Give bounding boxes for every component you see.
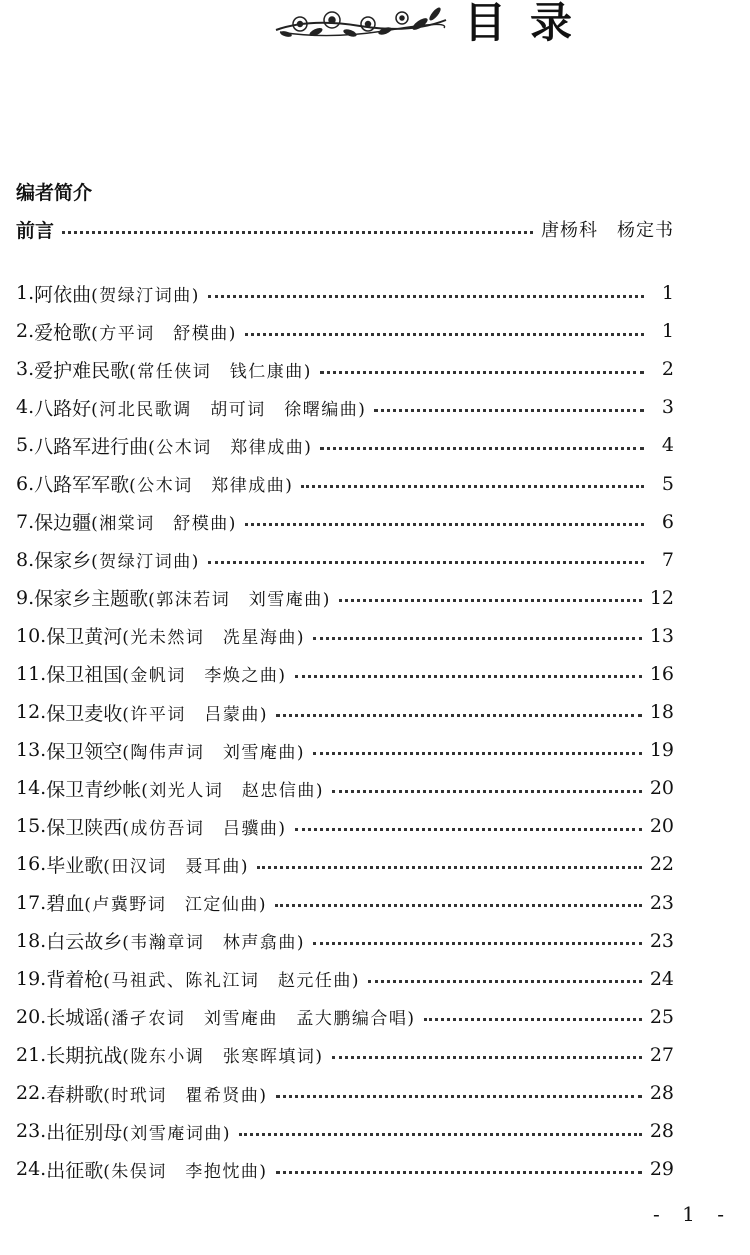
toc-entry xyxy=(16,1112,674,1150)
entry-page: 1 xyxy=(661,320,674,343)
entry-credit: (陶伟声词 刘雪庵曲) xyxy=(122,742,305,763)
dot-leader xyxy=(208,295,644,298)
entry-title: 保卫祖国 xyxy=(46,664,123,687)
toc-entry xyxy=(16,845,674,883)
entry-title: 保家乡 xyxy=(34,550,92,573)
entry-credit: (光未然词 冼星海曲) xyxy=(122,628,305,649)
entry-number: 4. xyxy=(16,396,35,419)
entry-number: 22. xyxy=(16,1082,47,1105)
entry-page: 27 xyxy=(649,1043,674,1066)
entry-number: 2. xyxy=(16,320,35,343)
dot-leader xyxy=(295,675,642,678)
entry-credit: (方平词 舒模曲) xyxy=(91,323,237,344)
toc-entry xyxy=(16,807,674,845)
entry-page: 1 xyxy=(661,282,674,305)
toc-entry xyxy=(16,693,674,731)
entry-title: 长期抗战 xyxy=(46,1045,123,1068)
entry-credit: (金帆词 李焕之曲) xyxy=(122,666,287,687)
entry-number: 9. xyxy=(16,586,35,609)
entry-number: 11. xyxy=(16,662,47,685)
entry-number: 17. xyxy=(16,891,47,914)
dot-leader xyxy=(62,231,533,234)
dot-leader xyxy=(332,790,642,793)
entry-credit: (田汉词 聂耳曲) xyxy=(103,856,249,877)
entry-credit: (河北民歌调 胡可词 徐曙编曲) xyxy=(91,399,367,420)
entry-number: 10. xyxy=(16,624,47,647)
dot-leader xyxy=(313,752,642,755)
toc-entry xyxy=(16,350,674,388)
entry-title: 碧血 xyxy=(46,893,85,916)
entry-number: 6. xyxy=(16,472,35,495)
toc-entry xyxy=(16,274,674,312)
toc-entry xyxy=(16,579,674,617)
entry-title: 爱护难民歌 xyxy=(34,359,130,382)
entry-title: 保边疆 xyxy=(34,512,92,535)
entry-title: 保卫黄河 xyxy=(46,626,123,649)
entry-number: 18. xyxy=(16,929,47,952)
entry-page: 22 xyxy=(649,853,674,876)
table-of-contents xyxy=(16,274,674,1188)
entry-number: 1. xyxy=(16,282,35,305)
dot-leader xyxy=(374,409,644,412)
entry-title: 八路军军歌 xyxy=(34,474,130,497)
entry-credit: (公木词 郑律成曲) xyxy=(129,476,294,497)
entry-title: 白云故乡 xyxy=(46,931,123,954)
entry-number: 23. xyxy=(16,1120,47,1143)
entry-title: 长城谣 xyxy=(46,1007,104,1030)
entry-credit: (潘孑农词 刘雪庵曲 孟大鹏编合唱) xyxy=(103,1009,416,1030)
dot-leader xyxy=(339,599,642,602)
entry-credit: (时玳词 瞿希贤曲) xyxy=(103,1085,268,1106)
entry-credit: (朱俣词 李抱忱曲) xyxy=(103,1161,268,1182)
dot-leader xyxy=(276,1095,642,1098)
entry-title: 保卫陕西 xyxy=(46,816,123,839)
entry-credit: (韦瀚章词 林声翕曲) xyxy=(122,933,305,954)
entry-title: 出征别母 xyxy=(46,1121,123,1144)
toc-entry xyxy=(16,884,674,922)
entry-title: 春耕歌 xyxy=(46,1083,104,1106)
dot-leader xyxy=(245,523,644,526)
entry-page: 6 xyxy=(661,510,674,533)
preface-authors: 唐杨科 杨定书 xyxy=(541,220,674,241)
dot-leader xyxy=(245,333,644,336)
entry-page: 28 xyxy=(649,1120,674,1143)
dot-leader xyxy=(320,371,644,374)
toc-entry xyxy=(16,464,674,502)
entry-number: 3. xyxy=(16,358,35,381)
entry-page: 13 xyxy=(649,624,674,647)
toc-entry xyxy=(16,731,674,769)
toc-entry xyxy=(16,1036,674,1074)
dot-leader xyxy=(208,561,644,564)
entry-number: 15. xyxy=(16,815,47,838)
toc-entry xyxy=(16,312,674,350)
entry-number: 16. xyxy=(16,853,47,876)
dot-leader xyxy=(276,714,642,717)
entry-title: 保家乡主题歌 xyxy=(34,588,149,611)
entry-page: 16 xyxy=(649,662,674,685)
toc-entry xyxy=(16,617,674,655)
entry-title: 背着枪 xyxy=(46,969,104,992)
toc-entry xyxy=(16,1074,674,1112)
toc-entry xyxy=(16,1150,674,1188)
entry-page: 5 xyxy=(661,472,674,495)
dot-leader xyxy=(275,904,642,907)
toc-entry xyxy=(16,541,674,579)
entry-number: 19. xyxy=(16,967,47,990)
entry-number: 14. xyxy=(16,777,47,800)
entry-page: 3 xyxy=(661,396,674,419)
entry-page: 20 xyxy=(649,815,674,838)
preface-row xyxy=(16,214,674,244)
page-number: - 1 - xyxy=(653,1202,732,1226)
entry-title: 阿依曲 xyxy=(34,283,92,306)
entry-number: 5. xyxy=(16,434,35,457)
entry-page: 25 xyxy=(649,1005,674,1028)
entry-credit: (公木词 郑律成曲) xyxy=(148,437,313,458)
preface-label: 前言 xyxy=(16,219,55,242)
dot-leader xyxy=(257,866,642,869)
toc-entry xyxy=(16,769,674,807)
entry-credit: (马祖武、陈礼江词 赵元任曲) xyxy=(103,971,360,992)
toc-entry xyxy=(16,503,674,541)
toc-entry xyxy=(16,388,674,426)
entry-page: 18 xyxy=(649,701,674,724)
dot-leader xyxy=(320,447,644,450)
entry-page: 4 xyxy=(661,434,674,457)
page-header xyxy=(270,0,600,48)
dot-leader xyxy=(424,1018,642,1021)
entry-title: 保卫麦收 xyxy=(46,702,123,725)
entry-page: 23 xyxy=(649,929,674,952)
toc-entry xyxy=(16,655,674,693)
entry-credit: (贺绿汀词曲) xyxy=(91,285,200,306)
entry-page: 29 xyxy=(649,1158,674,1181)
entry-credit: (许平词 吕蒙曲) xyxy=(122,704,268,725)
floral-ornament-icon xyxy=(270,0,450,48)
entry-number: 13. xyxy=(16,739,47,762)
entry-number: 8. xyxy=(16,548,35,571)
entry-number: 24. xyxy=(16,1158,47,1181)
entry-title: 出征歌 xyxy=(46,1159,104,1182)
toc-entry xyxy=(16,960,674,998)
entry-credit: (刘光人词 赵忠信曲) xyxy=(141,780,324,801)
entry-credit: (陇东小调 张寒晖填词) xyxy=(122,1047,324,1068)
entry-number: 20. xyxy=(16,1005,47,1028)
entry-number: 7. xyxy=(16,510,35,533)
entry-title: 爱枪歌 xyxy=(34,321,92,344)
entry-title: 保卫青纱帐 xyxy=(46,778,142,801)
entry-credit: (郭沫若词 刘雪庵曲) xyxy=(148,590,331,611)
page-title: 目录 xyxy=(460,0,596,48)
entry-credit: (常任侠词 钱仁康曲) xyxy=(129,361,312,382)
entry-title: 八路好 xyxy=(34,397,92,420)
entry-page: 2 xyxy=(661,358,674,381)
entry-title: 毕业歌 xyxy=(46,854,104,877)
entry-page: 28 xyxy=(649,1082,674,1105)
entry-title: 保卫领空 xyxy=(46,740,123,763)
dot-leader xyxy=(332,1056,642,1059)
dot-leader xyxy=(276,1171,642,1174)
dot-leader xyxy=(295,828,642,831)
entry-page: 20 xyxy=(649,777,674,800)
entry-number: 21. xyxy=(16,1043,47,1066)
entry-page: 24 xyxy=(649,967,674,990)
toc-entry xyxy=(16,922,674,960)
editor-intro-label: 编者简介 xyxy=(16,182,93,204)
entry-credit: (成仿吾词 吕骥曲) xyxy=(122,818,287,839)
entry-credit: (贺绿汀词曲) xyxy=(91,552,200,573)
entry-title: 八路军进行曲 xyxy=(34,435,149,458)
entry-credit: (湘棠词 舒模曲) xyxy=(91,514,237,535)
toc-entry xyxy=(16,426,674,464)
entry-number: 12. xyxy=(16,701,47,724)
dot-leader xyxy=(301,485,644,488)
dot-leader xyxy=(368,980,642,983)
dot-leader xyxy=(239,1133,642,1136)
entry-page: 7 xyxy=(661,548,674,571)
entry-credit: (刘雪庵词曲) xyxy=(122,1123,231,1144)
entry-credit: (卢冀野词 江定仙曲) xyxy=(84,895,267,916)
entry-page: 19 xyxy=(649,739,674,762)
entry-page: 12 xyxy=(649,586,674,609)
entry-page: 23 xyxy=(649,891,674,914)
toc-entry xyxy=(16,998,674,1036)
dot-leader xyxy=(313,942,642,945)
dot-leader xyxy=(313,637,642,640)
